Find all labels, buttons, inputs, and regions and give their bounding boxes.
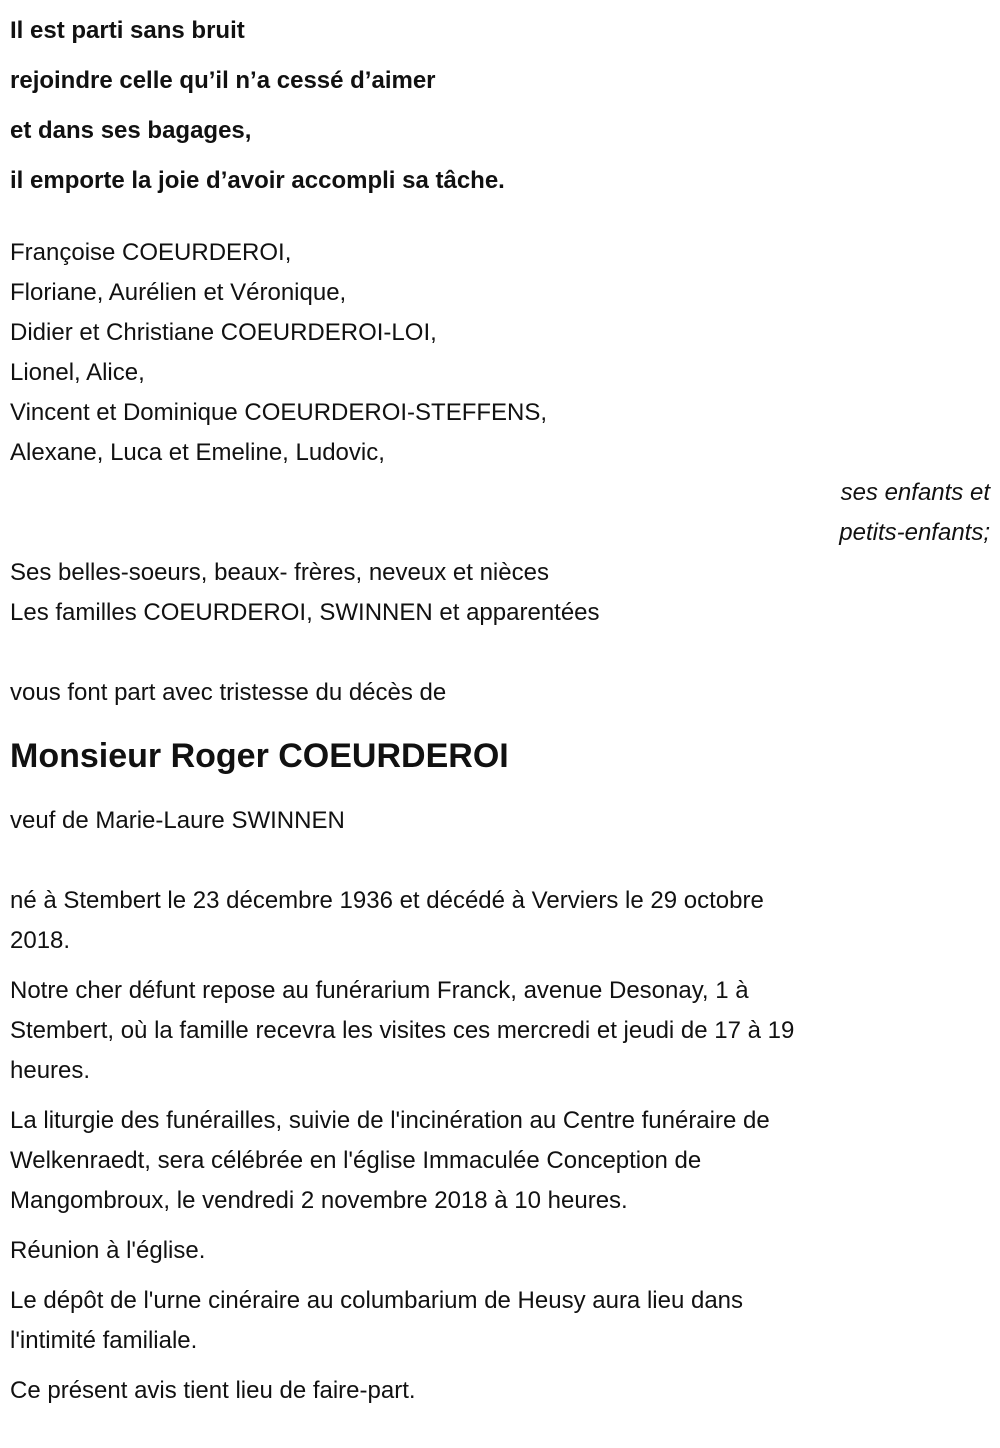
poem-line: rejoindre celle qu’il n’a cessé d’aimer: [10, 67, 436, 94]
text-line: Réunion à l'église.: [10, 1237, 206, 1264]
text-line: heures.: [10, 1057, 91, 1084]
paragraph-funerarium: [10, 971, 990, 1091]
relatives-line: Ses belles-soeurs, beaux- frères, neveux et nièces: [10, 559, 549, 586]
text-line: Ce présent avis tient lieu de faire-part.: [10, 1377, 416, 1404]
paragraph-urn: [10, 1281, 990, 1361]
text-line: Notre cher défunt repose au funérarium Franck, avenue Desonay, 1 à: [10, 977, 749, 1004]
poem: [10, 6, 990, 206]
text-line: l'intimité familiale.: [10, 1327, 198, 1354]
text-line: Welkenraedt, sera célébrée en l'église Immaculée Conception de: [10, 1147, 702, 1174]
family-line: Alexane, Luca et Emeline, Ludovic,: [10, 439, 385, 466]
family-line: Vincent et Dominique COEURDEROI-STEFFENS,: [10, 399, 548, 426]
family-line: Françoise COEURDEROI,: [10, 239, 292, 266]
relatives-line: Les familles COEURDEROI, SWINNEN et apparentées: [10, 599, 600, 626]
text-line: Mangombroux, le vendredi 2 novembre 2018 à 10 heures.: [10, 1187, 628, 1214]
text-line: né à Stembert le 23 décembre 1936 et décédé à Verviers le 29 octobre: [10, 887, 764, 914]
obituary-notice: [10, 6, 990, 1421]
text-line: Stembert, où la famille recevra les visites ces mercredi et jeudi de 17 à 19: [10, 1017, 795, 1044]
announcement: vous font part avec tristesse du décès de: [10, 679, 447, 706]
poem-line: et dans ses bagages,: [10, 117, 252, 144]
paragraph-notice: [10, 1371, 990, 1411]
poem-line: Il est parti sans bruit: [10, 17, 245, 44]
paragraph-birth-death: [10, 881, 990, 961]
paragraph-meeting: [10, 1231, 990, 1271]
deceased-name: Monsieur Roger COEURDEROI: [10, 737, 509, 775]
widower-line: veuf de Marie-Laure SWINNEN: [10, 807, 345, 834]
family-line: Floriane, Aurélien et Véronique,: [10, 279, 347, 306]
paragraph-liturgy: [10, 1101, 990, 1221]
text-line: La liturgie des funérailles, suivie de l'incinération au Centre funéraire de: [10, 1107, 770, 1134]
text-line: 2018.: [10, 927, 71, 954]
poem-line: il emporte la joie d’avoir accompli sa tâche.: [10, 167, 505, 194]
family-line: Lionel, Alice,: [10, 359, 145, 386]
family-list: [10, 233, 990, 633]
family-role: ses enfants et: [840, 479, 990, 506]
family-line: Didier et Christiane COEURDEROI-LOI,: [10, 319, 437, 346]
family-role: petits-enfants;: [839, 519, 990, 546]
text-line: Le dépôt de l'urne cinéraire au columbarium de Heusy aura lieu dans: [10, 1287, 744, 1314]
